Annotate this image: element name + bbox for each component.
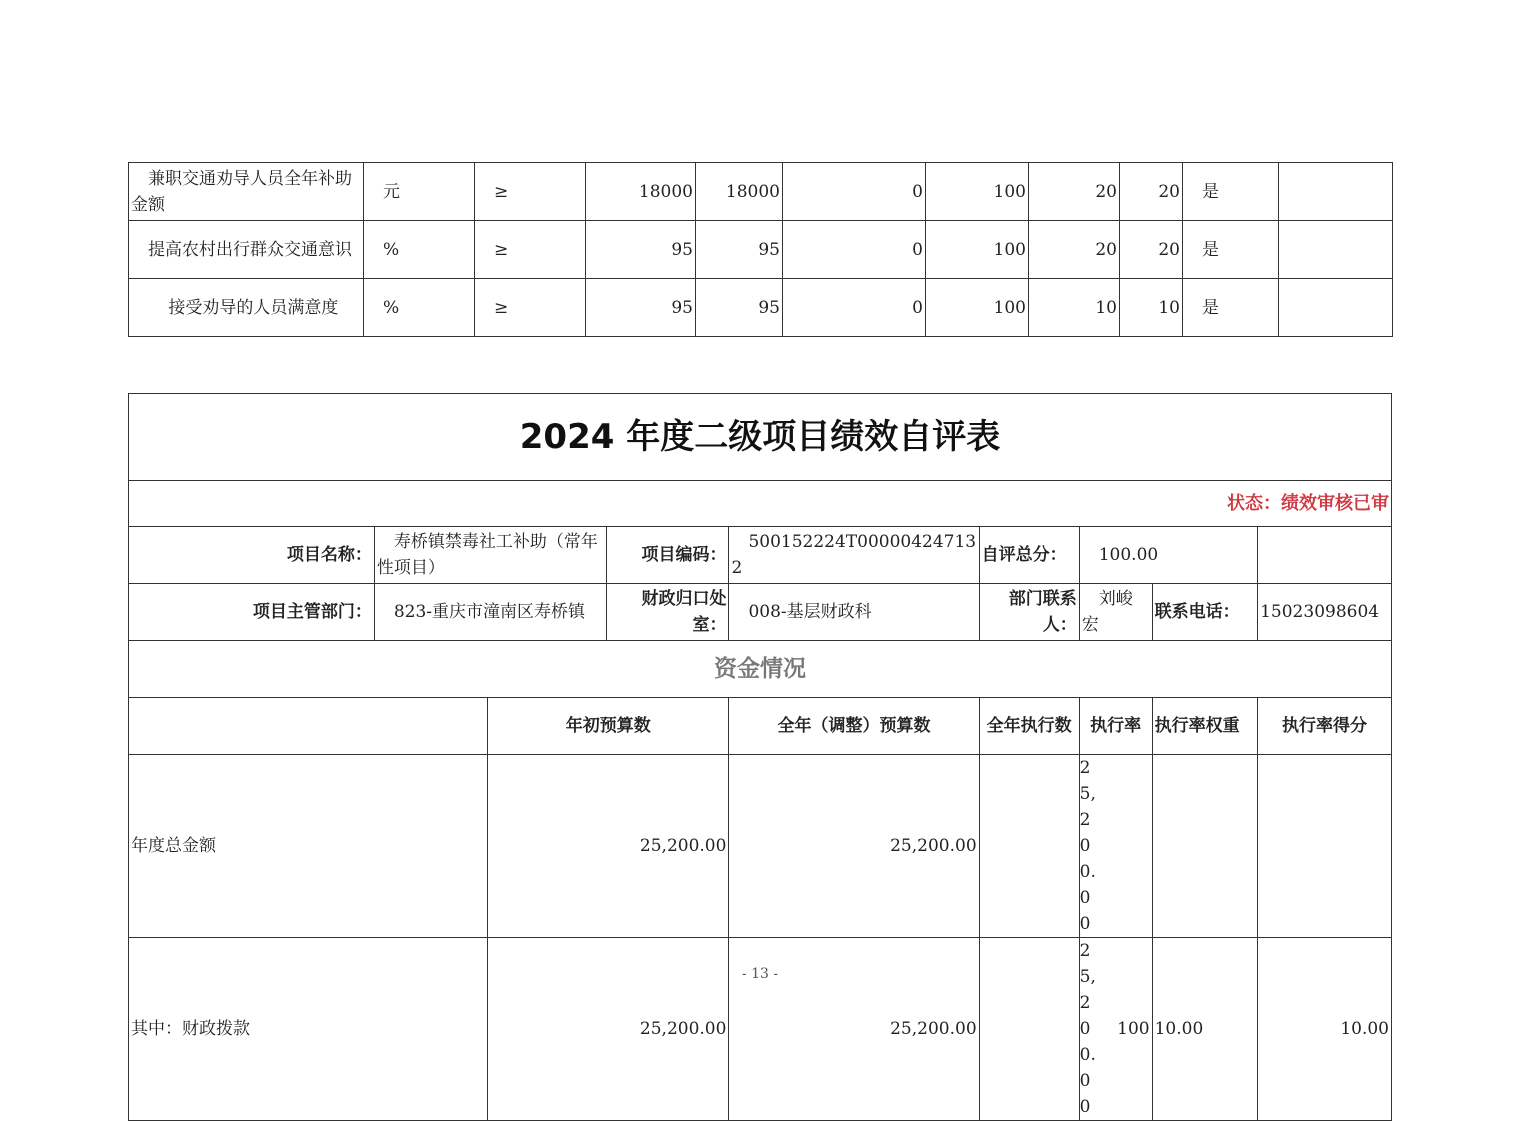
empty-cell bbox=[1258, 527, 1392, 584]
funds-row-label: 其中：财政拨款 bbox=[129, 938, 488, 1121]
funds-weight bbox=[1152, 755, 1258, 938]
funds-adjusted: 25,200.00 bbox=[729, 938, 979, 1121]
table-row bbox=[129, 279, 1393, 337]
indicator-c4: 100 bbox=[926, 163, 1029, 221]
funds-header-empty bbox=[129, 698, 488, 755]
phone-label: 联系电话： bbox=[1152, 584, 1258, 641]
indicator-achieved: 是 bbox=[1183, 163, 1279, 221]
finance-value: 008-基层财政科 bbox=[729, 584, 979, 641]
funds-score bbox=[1258, 755, 1392, 938]
indicator-name: 兼职交通劝导人员全年补助金额 bbox=[129, 163, 364, 221]
col-adjusted-budget: 全年（调整）预算数 bbox=[729, 698, 979, 755]
col-initial-budget: 年初预算数 bbox=[487, 698, 728, 755]
project-name-label: 项目名称： bbox=[129, 527, 375, 584]
score-value: 100.00 bbox=[1079, 527, 1257, 584]
col-executed: 全年执行数 bbox=[979, 698, 1079, 755]
section-heading: 资金情况 bbox=[129, 641, 1392, 698]
indicator-target: 18000 bbox=[586, 163, 696, 221]
indicator-rows bbox=[129, 163, 1393, 337]
indicator-target: 95 bbox=[586, 221, 696, 279]
indicator-c5: 20 bbox=[1029, 221, 1120, 279]
funds-adjusted: 25,200.00 bbox=[729, 755, 979, 938]
project-code-label: 项目编码： bbox=[606, 527, 729, 584]
project-code: 500152224T00000424713 2 bbox=[729, 527, 979, 584]
funds-row-label: 年度总金额 bbox=[129, 755, 488, 938]
indicator-name: 提高农村出行群众交通意识 bbox=[129, 221, 364, 279]
col-rate-score: 执行率得分 bbox=[1258, 698, 1392, 755]
funds-header-row bbox=[129, 698, 1392, 755]
status-row bbox=[129, 481, 1392, 527]
contact-value: 刘峻宏 bbox=[1079, 584, 1152, 641]
indicator-operator: ≥ bbox=[475, 221, 586, 279]
indicator-c5: 10 bbox=[1029, 279, 1120, 337]
indicator-unit: % bbox=[364, 221, 475, 279]
funds-initial: 25,200.00 bbox=[487, 755, 728, 938]
indicator-c5: 20 bbox=[1029, 163, 1120, 221]
indicator-c3: 0 bbox=[783, 279, 926, 337]
self-evaluation-table bbox=[128, 393, 1392, 1121]
col-exec-rate: 执行率 bbox=[1079, 698, 1152, 755]
project-row bbox=[129, 527, 1392, 584]
dept-label: 项目主管部门： bbox=[129, 584, 375, 641]
indicator-note bbox=[1279, 221, 1393, 279]
funds-executed: 25,200.00 bbox=[979, 938, 1079, 1121]
indicator-table bbox=[128, 162, 1393, 337]
table-row bbox=[129, 755, 1392, 938]
dept-value: 823-重庆市潼南区寿桥镇 bbox=[374, 584, 606, 641]
phone-value: 15023098604 bbox=[1258, 584, 1392, 641]
page-title: 2024 年度二级项目绩效自评表 bbox=[129, 394, 1392, 481]
indicator-unit: % bbox=[364, 279, 475, 337]
section-row bbox=[129, 641, 1392, 698]
dept-row bbox=[129, 584, 1392, 641]
indicator-unit: 元 bbox=[364, 163, 475, 221]
indicator-c4: 100 bbox=[926, 221, 1029, 279]
indicator-achieved: 是 bbox=[1183, 279, 1279, 337]
funds-score: 10.00 bbox=[1258, 938, 1392, 1121]
indicator-c6: 20 bbox=[1120, 163, 1183, 221]
indicator-c4: 100 bbox=[926, 279, 1029, 337]
indicator-name: 接受劝导的人员满意度 bbox=[129, 279, 364, 337]
indicator-achieved: 是 bbox=[1183, 221, 1279, 279]
title-row bbox=[129, 394, 1392, 481]
funds-executed: 25,200.00 bbox=[979, 755, 1079, 938]
table-row bbox=[129, 163, 1393, 221]
indicator-actual: 95 bbox=[696, 221, 783, 279]
status-text: 状态：绩效审核已审 bbox=[129, 481, 1392, 527]
indicator-actual: 18000 bbox=[696, 163, 783, 221]
indicator-c3: 0 bbox=[783, 221, 926, 279]
funds-weight: 10.00 bbox=[1152, 938, 1258, 1121]
indicator-actual: 95 bbox=[696, 279, 783, 337]
col-rate-weight: 执行率权重 bbox=[1152, 698, 1258, 755]
table-row bbox=[129, 938, 1392, 1121]
indicator-operator: ≥ bbox=[475, 163, 586, 221]
contact-label: 部门联系人： bbox=[979, 584, 1079, 641]
indicator-note bbox=[1279, 163, 1393, 221]
indicator-note bbox=[1279, 279, 1393, 337]
score-label: 自评总分： bbox=[979, 527, 1079, 584]
indicator-c6: 10 bbox=[1120, 279, 1183, 337]
indicator-c6: 20 bbox=[1120, 221, 1183, 279]
page-number: - 13 - bbox=[741, 966, 779, 982]
project-name: 寿桥镇禁毒社工补助（常年性项目） bbox=[374, 527, 606, 584]
indicator-c3: 0 bbox=[783, 163, 926, 221]
funds-initial: 25,200.00 bbox=[487, 938, 728, 1121]
finance-label: 财政归口处室： bbox=[606, 584, 729, 641]
indicator-target: 95 bbox=[586, 279, 696, 337]
funds-rate: 100 bbox=[1079, 938, 1152, 1121]
table-row bbox=[129, 221, 1393, 279]
indicator-operator: ≥ bbox=[475, 279, 586, 337]
